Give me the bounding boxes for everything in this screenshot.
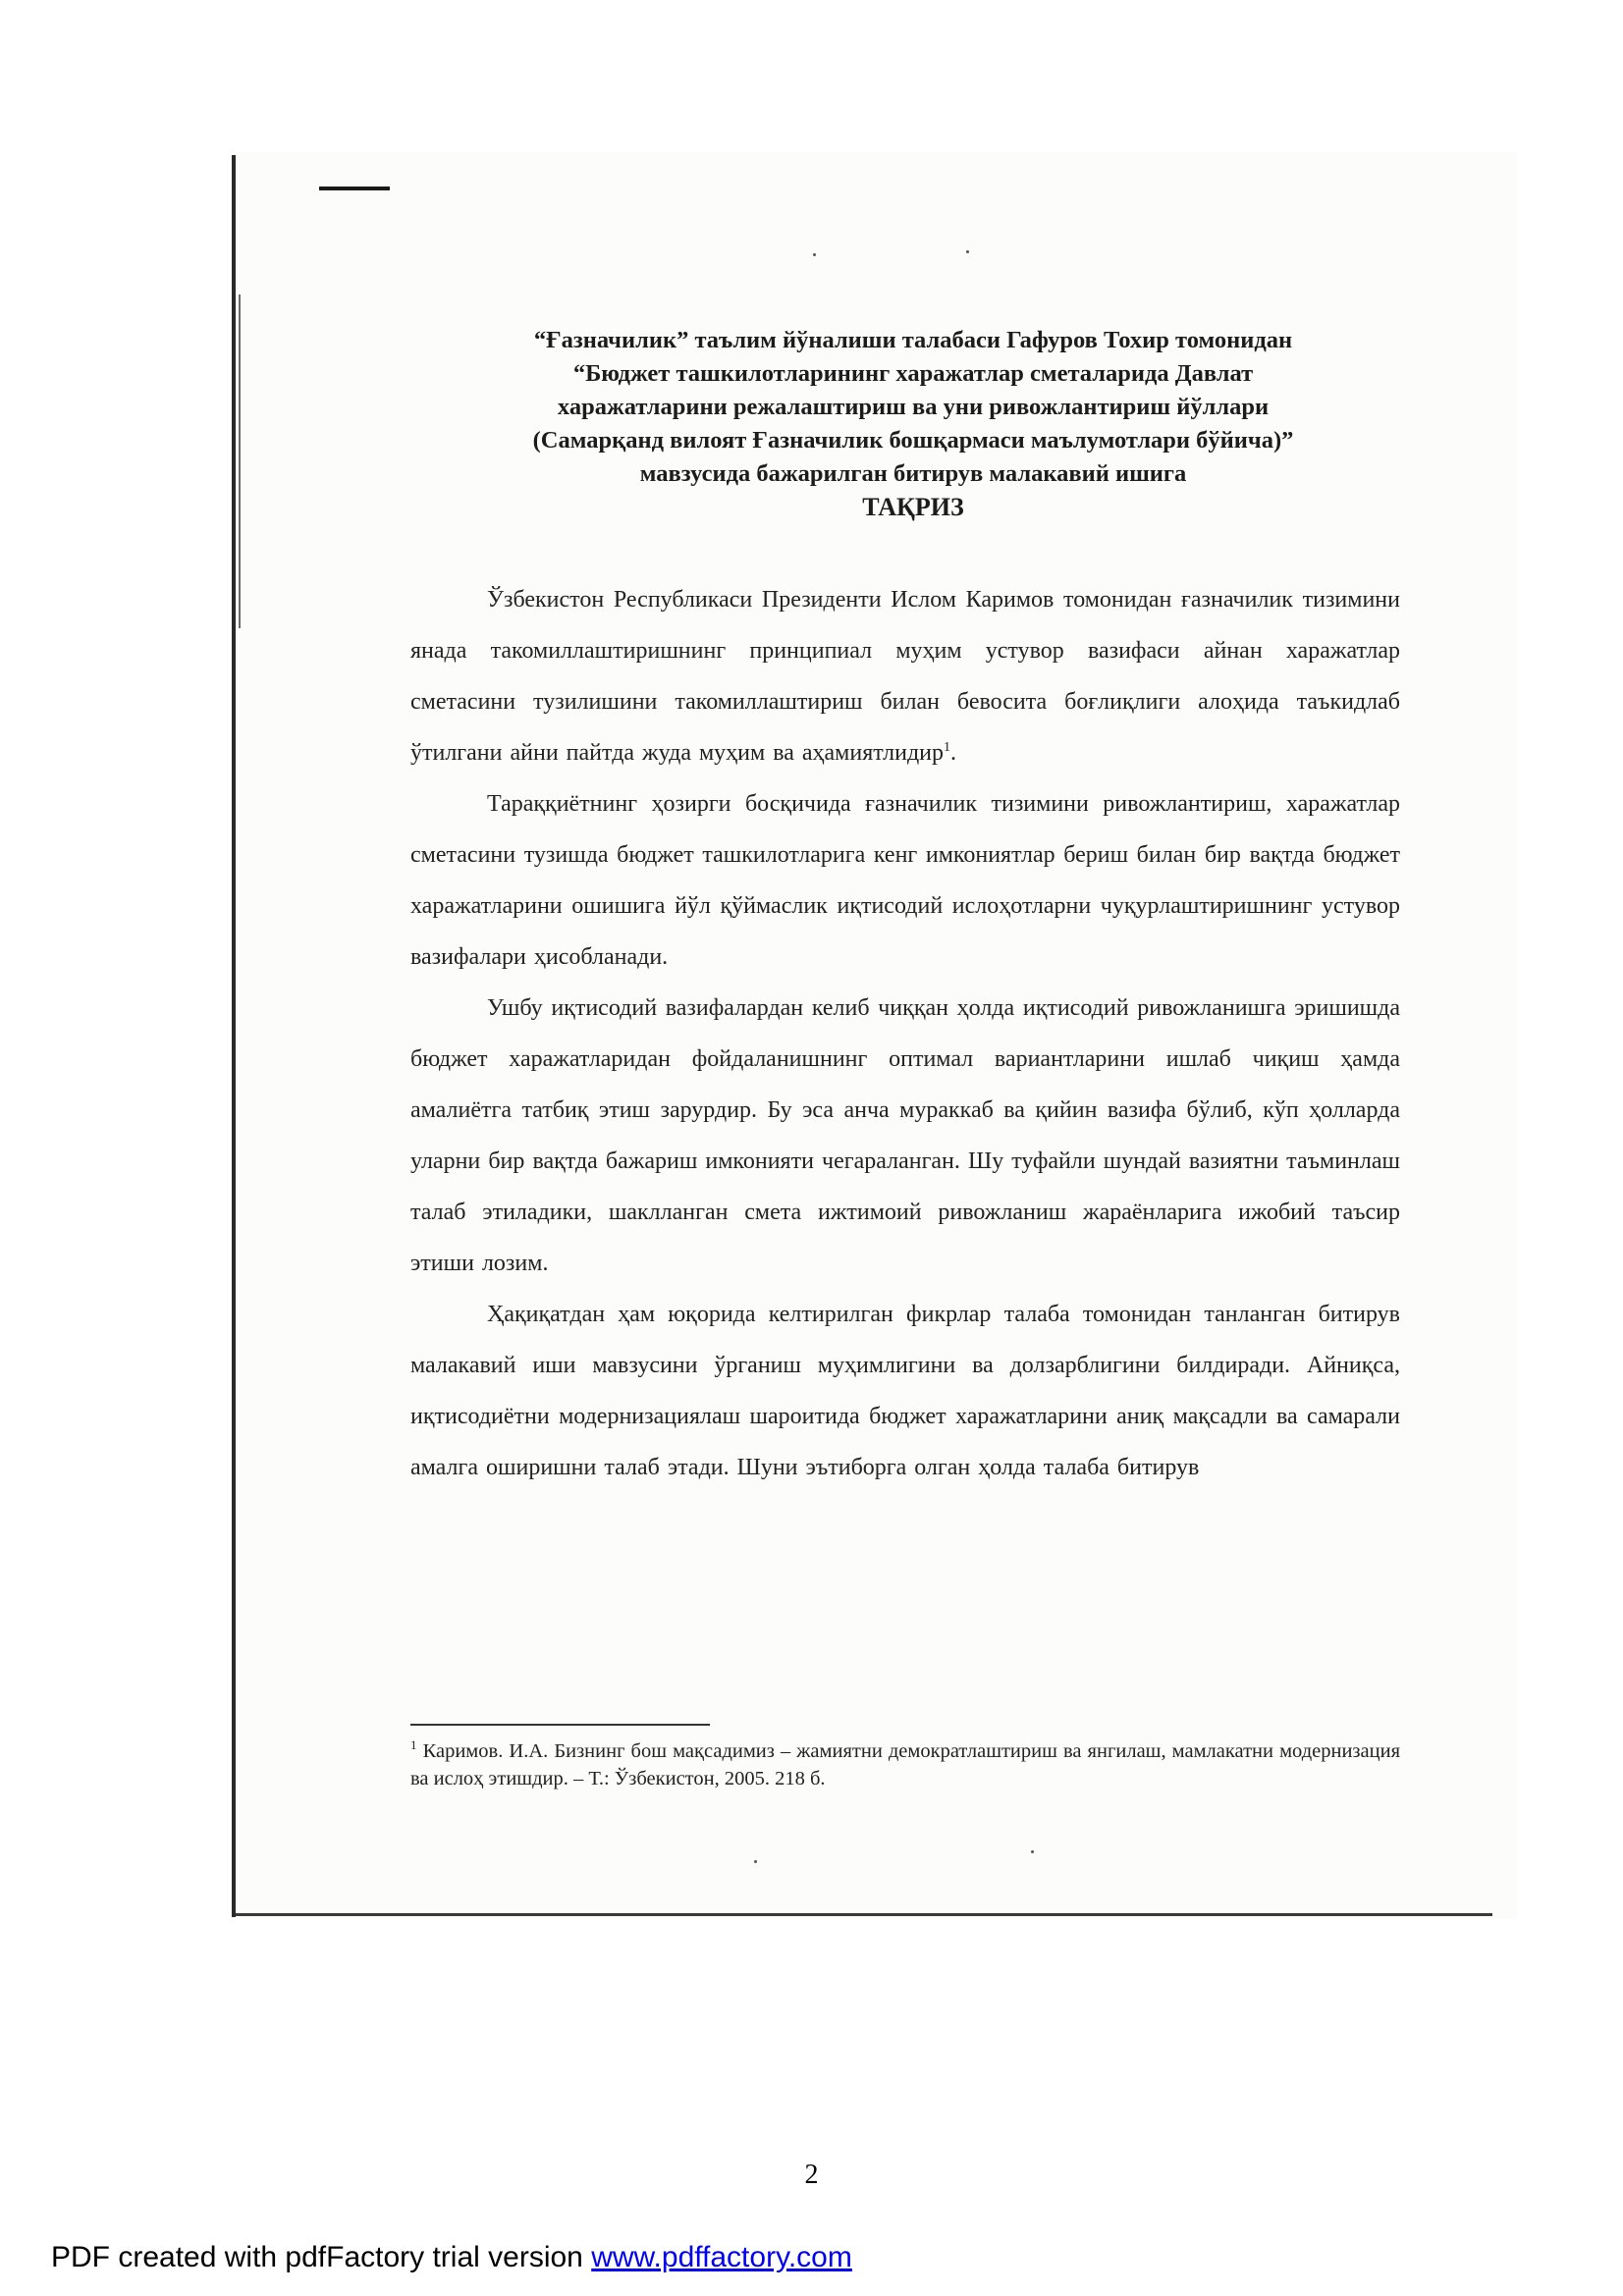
pdffactory-link[interactable]: www.pdffactory.com bbox=[591, 2241, 852, 2273]
footnote-divider bbox=[410, 1724, 710, 1726]
scan-mark bbox=[319, 187, 390, 190]
heading-line: (Самарқанд вилоят Ғазначилик бошқармаси маълумотлари бўйича)” bbox=[532, 427, 1294, 454]
scan-speck bbox=[966, 250, 969, 253]
paragraph-tail: . bbox=[950, 740, 957, 766]
footnote-reference: 1 bbox=[944, 740, 951, 755]
heading-line: “Бюджет ташкилотларининг харажатлар сметаларида Давлат bbox=[572, 360, 1254, 387]
paragraph: Ҳақиқатдан ҳам юқорида келтирилган фикрлар талаба томонидан танланган битирув малакавий иши мавзусини ўрганиш муҳимлигини ва долзарблигини билдиради. Айниқса, иқтисодиётни модернизациялаш шароитида бюджет харажатларини аниқ мақсадли ва самарали амалга оширишни талаб этади. Шуни эътиборга олган ҳолда талаба битирув bbox=[410, 1302, 1400, 1480]
paragraph: Ушбу иқтисодий вазифалардан келиб чиққан ҳолда иқтисодий ривожланишга эришишда бюджет харажатларидан фойдаланишнинг оптимал вариантларини ишлаб чиқиш ҳамда амалиётга татбиқ этиш зарурдир. Бу эса анча мураккаб ва қийин вазифа бўлиб, кўп ҳолларда уларни бир вақтда бажариш имконияти чегараланган. Шу туфайли шундай вазиятни таъминлаш талаб этиладики, шаклланган смета ижтимоий ривожланиш жараёнларига ижобий таъсир этиши лозим. bbox=[410, 995, 1400, 1276]
footnote-marker: 1 bbox=[410, 1737, 417, 1753]
footnote bbox=[410, 1737, 1400, 1792]
scan-speck bbox=[1031, 1850, 1034, 1853]
scan-edge-left bbox=[232, 155, 236, 1917]
scan-edge-bottom bbox=[236, 1913, 1492, 1916]
pdf-footer bbox=[51, 2241, 852, 2274]
paragraph-text: Ўзбекистон Республикаси Президенти Ислом Каримов томонидан ғазначилик тизимини янада такомиллаштиришнинг принципиал муҳим устувор вазифаси айнан харажатлар сметасини тузилишини такомиллаштириш билан бевосита боғлиқлиги алоҳида таъкидлаб ўтилгани айни пайтда жуда муҳим ва аҳамиятлидир bbox=[410, 587, 1400, 766]
heading-line: харажатларини режалаштириш ва уни ривожлантириш йўллари bbox=[557, 394, 1270, 420]
heading-line: мавзусида бажарилган битирув малакавий ишига bbox=[639, 460, 1187, 487]
footnote-text: Каримов. И.А. Бизнинг бош мақсадимиз – жамиятни демократлаштириш ва янгилаш, мамлакатни модернизация ва ислоҳ этишдир. – Т.: Ўзбекистон, 2005. 218 б. bbox=[410, 1740, 1400, 1789]
footer-text: PDF created with pdfFactory trial version bbox=[51, 2241, 592, 2273]
paragraph: Тараққиётнинг ҳозирги босқичида ғазначилик тизимини ривожлантириш, харажатлар сметасини тузишда бюджет ташкилотларига кенг имкониятлар бериш билан бир вақтда бюджет харажатларини ошишига йўл қўймаслик иқтисодий ислоҳотларни чуқурлаштиришнинг устувор вазифалари ҳисобланади. bbox=[410, 791, 1400, 970]
scan-edge-shadow bbox=[239, 294, 241, 628]
scan-speck bbox=[813, 253, 816, 256]
document-title: ТАҚРИЗ bbox=[862, 493, 964, 521]
document-body bbox=[410, 574, 1400, 1493]
scan-speck bbox=[754, 1860, 757, 1863]
heading-line: “Ғазначилик” таълим йўналиши талабаси Гафуров Тохир томонидан bbox=[533, 327, 1293, 353]
paragraph bbox=[410, 574, 1400, 778]
page-number: 2 bbox=[804, 2160, 819, 2190]
document-heading bbox=[432, 324, 1394, 524]
